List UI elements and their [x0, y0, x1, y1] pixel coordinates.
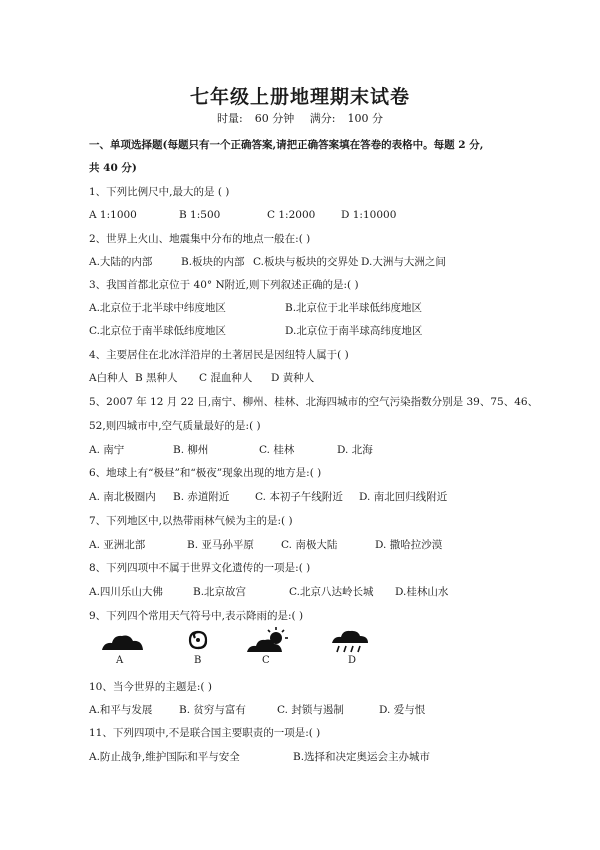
option-c: C. 本初子午线附近	[255, 491, 343, 503]
option-d: D 黄种人	[271, 372, 315, 384]
option-d: D. 南北回归线附近	[359, 491, 448, 503]
question-5-stem-cont: 52,则四城市中,空气质量最好的是:( )	[89, 420, 261, 432]
option-b: B.北京故宫	[193, 586, 247, 598]
option-b: B. 亚马孙平原	[187, 539, 254, 551]
option-d: D. 爱与恨	[379, 704, 426, 716]
option-d: D. 北海	[337, 444, 373, 456]
option-c: C. 桂林	[259, 444, 295, 456]
option-b: B. 贫穷与富有	[179, 704, 246, 716]
question-4-stem: 4、主要居住在北冰洋沿岸的土著居民是因纽特人属于( )	[89, 349, 349, 361]
question-9-stem: 9、下列四个常用天气符号中,表示降雨的是:( )	[89, 610, 304, 622]
option-c: C. 南极大陆	[281, 539, 338, 551]
symbol-label-b: B	[194, 655, 202, 666]
option-b: B.选择和决定奥运会主办城市	[293, 751, 431, 763]
option-d: D.桂林山水	[395, 586, 449, 598]
option-a: A.北京位于北半球中纬度地区	[89, 302, 226, 314]
section-heading-line2: 共 40 分)	[89, 162, 137, 174]
partly-cloudy-symbol-icon	[246, 626, 292, 654]
option-d: D 1:10000	[341, 209, 397, 221]
option-c: C. 封锁与遏制	[277, 704, 344, 716]
option-c: C 混血种人	[199, 372, 253, 384]
option-c: C 1:2000	[267, 209, 316, 221]
symbol-label-a: A	[116, 655, 124, 666]
option-a: A 1:1000	[89, 209, 137, 221]
option-a: A.大陆的内部	[89, 256, 153, 268]
cloudy-symbol-icon	[100, 630, 146, 652]
question-1-stem: 1、下列比例尺中,最大的是 ( )	[89, 186, 230, 198]
option-b: B.板块的内部	[181, 256, 245, 268]
question-7-stem: 7、下列地区中,以热带雨林气候为主的是:( )	[89, 515, 293, 527]
exam-meta	[0, 110, 600, 126]
symbol-label-d: D	[348, 655, 357, 666]
question-5-stem: 5、2007 年 12 月 22 日,南宁、柳州、桂林、北海四城市的空气污染指数分别是 39、75、46、	[89, 396, 539, 408]
option-a: A白种人	[89, 372, 129, 384]
option-a: A. 南宁	[89, 444, 125, 456]
option-b: B. 赤道附近	[173, 491, 230, 503]
option-a: A.四川乐山大佛	[89, 586, 163, 598]
option-c: C.北京位于南半球低纬度地区	[89, 325, 226, 337]
score-value: 100 分	[347, 112, 383, 125]
time-value: 60 分钟	[254, 112, 295, 125]
option-a: A.和平与发展	[89, 704, 153, 716]
time-label: 时量:	[217, 112, 243, 125]
option-a: A. 南北极圈内	[89, 491, 156, 503]
question-3-stem: 3、我国首都北京位于 40° N附近,则下列叙述正确的是:( )	[89, 279, 359, 291]
question-11-stem: 11、下列四项中,不是联合国主要职责的一项是:( )	[89, 727, 321, 739]
option-b: B.北京位于北半球低纬度地区	[285, 302, 423, 314]
option-d: D.北京位于南半球高纬度地区	[285, 325, 423, 337]
score-label: 满分:	[309, 112, 336, 125]
typhoon-symbol-icon	[186, 628, 210, 652]
rain-symbol-icon	[330, 627, 370, 657]
question-6-stem: 6、地球上有“极昼”和“极夜”现象出现的地方是:( )	[89, 467, 322, 479]
option-a: A.防止战争,维护国际和平与安全	[89, 751, 240, 763]
option-a: A. 亚洲北部	[89, 539, 146, 551]
option-c: C.板块与板块的交界处	[253, 256, 359, 268]
question-2-stem: 2、世界上火山、地震集中分布的地点一般在:( )	[89, 233, 311, 245]
question-10-stem: 10、当今世界的主题是:( )	[89, 681, 212, 693]
option-d: D. 撒哈拉沙漠	[375, 539, 443, 551]
option-d: D.大洲与大洲之间	[361, 256, 446, 268]
option-c: C.北京八达岭长城	[289, 586, 374, 598]
option-b: B 1:500	[179, 209, 221, 221]
exam-title: 七年级上册地理期末试卷	[189, 86, 410, 108]
question-8-stem: 8、下列四项中不属于世界文化遗传的一项是:( )	[89, 562, 311, 574]
option-b: B. 柳州	[173, 444, 209, 456]
option-b: B 黑种人	[135, 372, 178, 384]
section-heading-line1: 一、单项选择题(每题只有一个正确答案,请把正确答案填在答卷的表格中。每题 2 分,	[89, 139, 484, 151]
symbol-label-c: C	[262, 655, 270, 666]
